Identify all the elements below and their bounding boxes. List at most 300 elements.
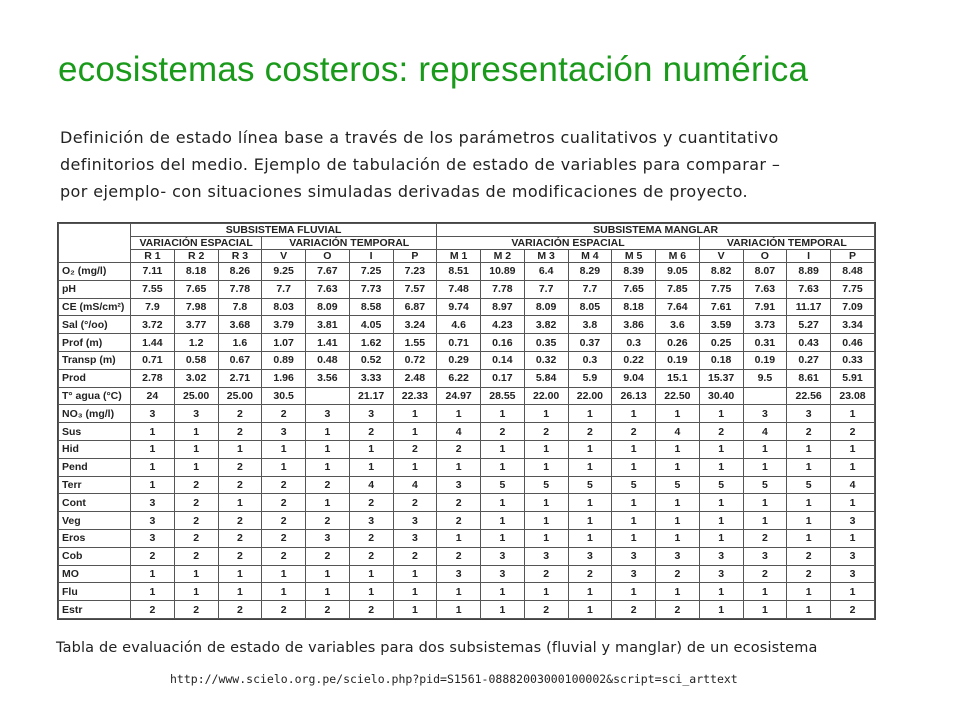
- subsystem-header: SUBSISTEMA MANGLAR: [437, 224, 875, 237]
- table-cell: 2: [218, 529, 262, 547]
- column-header: V: [699, 250, 743, 263]
- intro-line: por ejemplo- con situaciones simuladas derivadas de modificaciones de proyecto.: [60, 182, 748, 201]
- table-cell: 1: [787, 601, 831, 619]
- table-cell: 1: [262, 440, 306, 458]
- table-cell: 2: [524, 565, 568, 583]
- table-corner: [59, 224, 131, 263]
- table-cell: 2: [174, 601, 218, 619]
- table-cell: 3: [437, 565, 481, 583]
- table-cell: 1: [131, 423, 175, 441]
- table-cell: 2: [174, 529, 218, 547]
- table-cell: 2: [699, 423, 743, 441]
- table-cell: 1: [743, 494, 787, 512]
- table-cell: 4.05: [349, 316, 393, 334]
- table-cell: 3: [306, 405, 350, 423]
- table-cell: 1: [481, 440, 525, 458]
- table-cell: 8.58: [349, 298, 393, 316]
- table-cell: 1: [656, 405, 700, 423]
- table-row: [59, 440, 875, 458]
- table-cell: 1: [349, 583, 393, 601]
- table-cell: 7.8: [218, 298, 262, 316]
- table-cell: 1: [787, 494, 831, 512]
- table-cell: 0.19: [743, 351, 787, 369]
- table-cell: 7.55: [131, 280, 175, 298]
- variation-group-header: VARIACIÓN TEMPORAL: [262, 237, 437, 250]
- table-cell: 1: [568, 512, 612, 530]
- table-cell: 2: [787, 547, 831, 565]
- table-cell: 7.78: [218, 280, 262, 298]
- table-row: [59, 476, 875, 494]
- table-cell: 3.81: [306, 316, 350, 334]
- table-cell: 8.51: [437, 263, 481, 281]
- table-cell: 6.4: [524, 263, 568, 281]
- table-cell: 22.50: [656, 387, 700, 405]
- table-cell: 1: [568, 529, 612, 547]
- table-cell: 6.22: [437, 369, 481, 387]
- table-cell: 0.32: [524, 351, 568, 369]
- table-cell: 2: [218, 423, 262, 441]
- table-cell: 3.86: [612, 316, 656, 334]
- table-cell: 2: [831, 601, 875, 619]
- table-cell: 1: [131, 440, 175, 458]
- table-cell: 1: [349, 458, 393, 476]
- table-cell: 3: [699, 547, 743, 565]
- table-cell: 3: [393, 512, 437, 530]
- column-header: M 5: [612, 250, 656, 263]
- table-cell: 3: [393, 529, 437, 547]
- table-cell: 1: [612, 583, 656, 601]
- table-cell: 1: [743, 512, 787, 530]
- table-row: [59, 351, 875, 369]
- table-cell: 1: [306, 440, 350, 458]
- table-cell: 1: [787, 440, 831, 458]
- table-cell: 6.87: [393, 298, 437, 316]
- table-row: [59, 387, 875, 405]
- table-cell: 1: [568, 440, 612, 458]
- table-cell: 1: [174, 583, 218, 601]
- column-header: O: [306, 250, 350, 263]
- table-cell: 0.67: [218, 351, 262, 369]
- table-cell: 2.78: [131, 369, 175, 387]
- table-cell: 2: [393, 547, 437, 565]
- table-cell: 0.17: [481, 369, 525, 387]
- evaluation-table-image: [57, 222, 876, 620]
- table-cell: 3.68: [218, 316, 262, 334]
- table-row: [59, 405, 875, 423]
- column-header: M 1: [437, 250, 481, 263]
- table-cell: 0.46: [831, 334, 875, 352]
- table-row: [59, 298, 875, 316]
- column-header: P: [831, 250, 875, 263]
- table-cell: 0.14: [481, 351, 525, 369]
- table-cell: 5: [568, 476, 612, 494]
- column-header: M 6: [656, 250, 700, 263]
- row-label: Cont: [59, 494, 131, 512]
- table-cell: 8.03: [262, 298, 306, 316]
- table-cell: 2: [174, 512, 218, 530]
- table-cell: 1: [656, 458, 700, 476]
- table-cell: 3.8: [568, 316, 612, 334]
- table-cell: 0.29: [437, 351, 481, 369]
- table-cell: 3.77: [174, 316, 218, 334]
- table-cell: 1: [306, 494, 350, 512]
- table-cell: 7.65: [612, 280, 656, 298]
- table-cell: 1: [699, 583, 743, 601]
- table-cell: 25.00: [174, 387, 218, 405]
- table-cell: 3.02: [174, 369, 218, 387]
- table-cell: 7.63: [743, 280, 787, 298]
- table-cell: 1: [524, 529, 568, 547]
- row-label: Pend: [59, 458, 131, 476]
- row-label: Sus: [59, 423, 131, 441]
- table-cell: 1: [481, 458, 525, 476]
- table-row: [59, 423, 875, 441]
- table-cell: 1: [524, 583, 568, 601]
- table-row: [59, 263, 875, 281]
- table-cell: 1: [437, 529, 481, 547]
- table-cell: 24.97: [437, 387, 481, 405]
- table-cell: 2: [349, 494, 393, 512]
- table-cell: 8.48: [831, 263, 875, 281]
- row-label: Transp (m): [59, 351, 131, 369]
- table-cell: 0.19: [656, 351, 700, 369]
- table-cell: 21.17: [349, 387, 393, 405]
- table-cell: 1: [568, 458, 612, 476]
- table-cell: 2: [174, 547, 218, 565]
- table-cell: 7.85: [656, 280, 700, 298]
- table-cell: 2: [568, 565, 612, 583]
- table-cell: 3: [262, 423, 306, 441]
- column-header: M 2: [481, 250, 525, 263]
- table-cell: [743, 387, 787, 405]
- table-row: [59, 583, 875, 601]
- table-cell: 4.23: [481, 316, 525, 334]
- table-cell: 0.48: [306, 351, 350, 369]
- table-cell: 1: [568, 583, 612, 601]
- table-cell: 3: [131, 512, 175, 530]
- table-cell: 0.71: [437, 334, 481, 352]
- table-cell: 2: [218, 476, 262, 494]
- table-cell: 2: [306, 601, 350, 619]
- table-cell: 5: [612, 476, 656, 494]
- table-cell: 2: [787, 423, 831, 441]
- row-label: NO₃ (mg/l): [59, 405, 131, 423]
- row-label: Hid: [59, 440, 131, 458]
- table-cell: 1: [699, 405, 743, 423]
- table-cell: 1: [437, 601, 481, 619]
- table-cell: 7.75: [699, 280, 743, 298]
- table-cell: 5: [481, 476, 525, 494]
- table-cell: 7.25: [349, 263, 393, 281]
- table-cell: 1: [656, 512, 700, 530]
- column-header: P: [393, 250, 437, 263]
- table-cell: 9.04: [612, 369, 656, 387]
- table-cell: 0.37: [568, 334, 612, 352]
- table-cell: 2: [131, 547, 175, 565]
- table-cell: 8.26: [218, 263, 262, 281]
- column-header: R 2: [174, 250, 218, 263]
- table-cell: 1: [349, 440, 393, 458]
- table-cell: 1: [437, 583, 481, 601]
- table-cell: 1: [174, 565, 218, 583]
- table-cell: 1: [656, 440, 700, 458]
- table-cell: 22.33: [393, 387, 437, 405]
- table-cell: 2.48: [393, 369, 437, 387]
- table-row: [59, 458, 875, 476]
- table-cell: 1: [481, 583, 525, 601]
- table-cell: 4: [656, 423, 700, 441]
- table-cell: 7.7: [568, 280, 612, 298]
- table-cell: 2: [262, 476, 306, 494]
- table-cell: 3.24: [393, 316, 437, 334]
- table-cell: 5: [656, 476, 700, 494]
- column-header: M 4: [568, 250, 612, 263]
- table-cell: 0.52: [349, 351, 393, 369]
- table-cell: 1.44: [131, 334, 175, 352]
- table-cell: 11.17: [787, 298, 831, 316]
- table-cell: 8.82: [699, 263, 743, 281]
- table-cell: 1.2: [174, 334, 218, 352]
- table-cell: 7.09: [831, 298, 875, 316]
- table-cell: 0.3: [568, 351, 612, 369]
- table-cell: 7.7: [262, 280, 306, 298]
- table-cell: 1: [262, 565, 306, 583]
- table-cell: 1: [743, 458, 787, 476]
- table-cell: 2: [218, 405, 262, 423]
- row-label: Prof (m): [59, 334, 131, 352]
- table-cell: 1: [612, 494, 656, 512]
- table-cell: 2: [262, 547, 306, 565]
- table-cell: 1: [218, 440, 262, 458]
- table-cell: 9.74: [437, 298, 481, 316]
- table-cell: 7.91: [743, 298, 787, 316]
- table-cell: 0.35: [524, 334, 568, 352]
- table-cell: [306, 387, 350, 405]
- column-header: M 3: [524, 250, 568, 263]
- table-cell: 2: [743, 565, 787, 583]
- table-cell: 1: [699, 529, 743, 547]
- table-cell: 2: [437, 494, 481, 512]
- table-cell: 2: [349, 601, 393, 619]
- table-cell: 10.89: [481, 263, 525, 281]
- table-cell: 3: [787, 405, 831, 423]
- table-cell: 0.58: [174, 351, 218, 369]
- table-cell: 1: [437, 458, 481, 476]
- table-cell: 1: [787, 583, 831, 601]
- table-cell: 1: [787, 512, 831, 530]
- table-cell: 7.73: [349, 280, 393, 298]
- table-cell: 2: [262, 529, 306, 547]
- table-cell: 1: [743, 583, 787, 601]
- table-cell: 2: [656, 601, 700, 619]
- table-cell: 1: [393, 423, 437, 441]
- table-cell: 1: [699, 601, 743, 619]
- table-cell: 5: [524, 476, 568, 494]
- table-cell: 8.07: [743, 263, 787, 281]
- source-url[interactable]: http://www.scielo.org.pe/scielo.php?pid=S1561-08882003000100002&script=sci_arttext: [170, 672, 738, 686]
- table-row: [59, 529, 875, 547]
- table-cell: 1: [524, 494, 568, 512]
- table-cell: 2: [262, 512, 306, 530]
- table-cell: 2.71: [218, 369, 262, 387]
- table-cell: 2: [174, 494, 218, 512]
- table-cell: 1: [524, 440, 568, 458]
- table-row: [59, 369, 875, 387]
- table-cell: 3.33: [349, 369, 393, 387]
- table-row: [59, 494, 875, 512]
- table-row: [59, 316, 875, 334]
- column-header: R 1: [131, 250, 175, 263]
- table-cell: 1: [612, 458, 656, 476]
- table-cell: 3: [656, 547, 700, 565]
- table-cell: 1: [568, 494, 612, 512]
- table-cell: 1: [612, 440, 656, 458]
- table-cell: 3: [131, 405, 175, 423]
- table-row: [59, 280, 875, 298]
- table-cell: 3: [131, 529, 175, 547]
- table-cell: 0.71: [131, 351, 175, 369]
- table-cell: 1: [699, 494, 743, 512]
- table-cell: 7.11: [131, 263, 175, 281]
- table-cell: 3: [699, 565, 743, 583]
- table-cell: 7.67: [306, 263, 350, 281]
- table-cell: 7.75: [831, 280, 875, 298]
- table-cell: 1: [831, 583, 875, 601]
- table-cell: 7.64: [656, 298, 700, 316]
- table-cell: 1: [699, 440, 743, 458]
- table-cell: 1.41: [306, 334, 350, 352]
- table-cell: 4: [393, 476, 437, 494]
- table-cell: 1: [393, 565, 437, 583]
- table-cell: 1: [568, 405, 612, 423]
- table-cell: 1.62: [349, 334, 393, 352]
- table-cell: 28.55: [481, 387, 525, 405]
- table-cell: 8.61: [787, 369, 831, 387]
- table-cell: 1: [481, 405, 525, 423]
- column-header: R 3: [218, 250, 262, 263]
- table-cell: 1: [306, 423, 350, 441]
- table-cell: 3: [349, 405, 393, 423]
- table-row: [59, 547, 875, 565]
- row-label: Sal (°/oo): [59, 316, 131, 334]
- table-cell: 7.57: [393, 280, 437, 298]
- table-cell: 1: [306, 583, 350, 601]
- table-cell: 5.91: [831, 369, 875, 387]
- table-cell: 1: [831, 405, 875, 423]
- table-cell: 4: [743, 423, 787, 441]
- table-cell: 2: [218, 458, 262, 476]
- table-cell: 3: [568, 547, 612, 565]
- table-cell: 8.09: [306, 298, 350, 316]
- table-cell: 0.26: [656, 334, 700, 352]
- table-cell: 1: [481, 494, 525, 512]
- table-cell: 1: [699, 458, 743, 476]
- table-cell: 1.6: [218, 334, 262, 352]
- table-cell: 7.63: [787, 280, 831, 298]
- table-cell: 15.37: [699, 369, 743, 387]
- table-cell: 24: [131, 387, 175, 405]
- table-cell: 5.9: [568, 369, 612, 387]
- table-cell: 1: [656, 494, 700, 512]
- table-cell: 1: [743, 601, 787, 619]
- table-cell: 1: [481, 529, 525, 547]
- column-header: O: [743, 250, 787, 263]
- table-cell: 1: [656, 583, 700, 601]
- table-cell: 9.5: [743, 369, 787, 387]
- table-cell: 2: [262, 601, 306, 619]
- table-cell: 7.65: [174, 280, 218, 298]
- table-cell: 3: [481, 565, 525, 583]
- table-cell: 1: [656, 529, 700, 547]
- table-cell: 1: [393, 458, 437, 476]
- table-cell: 3.6: [656, 316, 700, 334]
- table-cell: 3.59: [699, 316, 743, 334]
- table-cell: 1: [612, 405, 656, 423]
- table-cell: 1.96: [262, 369, 306, 387]
- table-cell: 1: [393, 601, 437, 619]
- table-cell: 23.08: [831, 387, 875, 405]
- table-cell: 2: [524, 423, 568, 441]
- table-cell: 8.18: [174, 263, 218, 281]
- table-cell: 2: [437, 547, 481, 565]
- table-cell: 3: [831, 512, 875, 530]
- column-header: I: [787, 250, 831, 263]
- table-cell: 7.98: [174, 298, 218, 316]
- table-cell: 0.22: [612, 351, 656, 369]
- table-cell: 3: [612, 565, 656, 583]
- table-cell: 1: [262, 458, 306, 476]
- table-cell: 15.1: [656, 369, 700, 387]
- table-cell: 4: [831, 476, 875, 494]
- intro-line: definitorios del medio. Ejemplo de tabulación de estado de variables para comparar –: [60, 155, 781, 174]
- table-cell: 1: [437, 405, 481, 423]
- table-cell: 30.5: [262, 387, 306, 405]
- table-cell: 1: [831, 494, 875, 512]
- table-cell: 3.56: [306, 369, 350, 387]
- table-cell: 3: [437, 476, 481, 494]
- table-cell: 1: [393, 405, 437, 423]
- table-cell: 1: [393, 583, 437, 601]
- table-cell: 8.97: [481, 298, 525, 316]
- table-cell: 7.23: [393, 263, 437, 281]
- table-cell: 1: [612, 512, 656, 530]
- table-cell: 7.61: [699, 298, 743, 316]
- table-cell: 1: [612, 529, 656, 547]
- table-cell: 2: [437, 512, 481, 530]
- table-cell: 3.82: [524, 316, 568, 334]
- table-cell: 3: [831, 565, 875, 583]
- table-cell: 8.39: [612, 263, 656, 281]
- table-cell: 0.43: [787, 334, 831, 352]
- table-row: [59, 512, 875, 530]
- table-cell: 1: [131, 583, 175, 601]
- table-cell: 1: [524, 405, 568, 423]
- row-label: Eros: [59, 529, 131, 547]
- table-cell: 2: [612, 601, 656, 619]
- table-cell: 1: [306, 458, 350, 476]
- table-cell: 1: [743, 440, 787, 458]
- row-label: Estr: [59, 601, 131, 619]
- table-row: [59, 601, 875, 619]
- evaluation-table: [58, 223, 875, 619]
- row-label: Cob: [59, 547, 131, 565]
- row-label: O₂ (mg/l): [59, 263, 131, 281]
- table-cell: 3: [306, 529, 350, 547]
- table-cell: 1: [831, 458, 875, 476]
- table-cell: 0.31: [743, 334, 787, 352]
- table-cell: 1: [524, 458, 568, 476]
- table-cell: 8.05: [568, 298, 612, 316]
